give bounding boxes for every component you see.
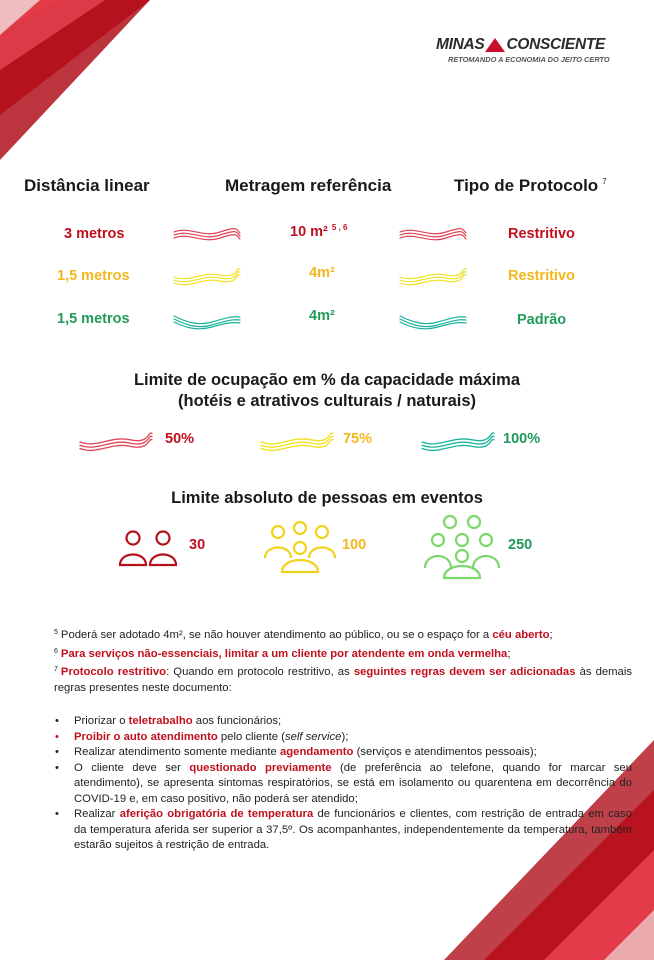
restrictive-rules-list — [54, 714, 632, 854]
list-item: • Priorizar o teletrabalho aos funcionários; — [54, 714, 632, 730]
row-1-wave-left-icon — [172, 224, 242, 246]
footnote-7: $^7$ Protocolo restritivo: Quando em protocolo restritivo, as seguintes regras devem ser adicionadas às demais regras presentes neste documento: — [54, 666, 632, 694]
row-2-area: 4m² — [309, 265, 335, 281]
logo-tagline: RETOMANDO A ECONOMIA DO JEITO CERTO — [448, 55, 610, 64]
header-area: Metragem referência — [225, 176, 392, 195]
list-item: • Realizar aferição obrigatória de temperatura de funcionários e clientes, com restrição de entrada em caso da temperatura aferida ser superior a 37,5º. Os acompanhantes, independentemente da temperatura, também estarão sujeitos à restrição de entrada. — [54, 807, 632, 854]
occupancy-wave-red-icon — [74, 430, 158, 454]
row-2-wave-right-icon — [398, 266, 468, 288]
row-1-protocol: Restritivo — [508, 226, 575, 242]
header-protocol-note: 7 — [602, 177, 607, 186]
events-title: Limite absoluto de pessoas em eventos — [171, 489, 483, 507]
row-3-area: 4m² — [309, 308, 335, 324]
events-value-yellow: 100 — [342, 537, 367, 553]
list-item: • Proibir o auto atendimento pelo cliente (self service); — [54, 730, 632, 746]
row-1-area-note: 5 , 6 — [331, 223, 348, 232]
corner-decoration-top-left — [0, 0, 150, 160]
row-3-protocol: Padrão — [517, 312, 567, 328]
row-2-wave-left-icon — [172, 266, 242, 288]
header-distance: Distância linear — [24, 176, 150, 195]
occupancy-value-green: 100% — [503, 431, 541, 447]
logo-left-text: MINAS — [436, 36, 485, 53]
occupancy-wave-yellow-icon — [255, 430, 339, 454]
occupancy-title: Limite de ocupação em % da capacidade máxima (hotéis e atrativos culturais / naturais) — [133, 371, 521, 410]
events-value-red: 30 — [189, 537, 206, 553]
row-3-distance: 1,5 metros — [57, 311, 130, 327]
row-1-area: 10 m² $^{5 , 6}$ — [290, 223, 348, 240]
two-people-icon — [116, 527, 182, 567]
minas-consciente-logo — [436, 36, 626, 64]
occupancy-wave-teal-icon — [416, 430, 500, 454]
crowd-people-icon — [422, 512, 502, 580]
logo-triangle-icon — [485, 38, 505, 52]
footnote-5: $^5$ Poderá ser adotado 4m², se não houver atendimento ao público, ou se o espaço for a céu aberto; — [54, 629, 553, 641]
logo-right-text: CONSCIENTE — [506, 36, 606, 53]
group-people-icon — [260, 518, 340, 574]
list-item: • O cliente deve ser questionado previamente (de preferência ao telefone, quando for marcar seu atendimento), se apresenta sintomas respiratórios, se está em isolamento ou quarentena em decorrência do COVID-19 e, em caso positivo, não poderá ser atendido; — [54, 761, 632, 808]
occupancy-value-yellow: 75% — [343, 431, 373, 447]
row-2-distance: 1,5 metros — [57, 268, 130, 284]
events-value-green: 250 — [508, 537, 533, 553]
row-1-distance: 3 metros — [64, 226, 125, 242]
footnotes — [54, 625, 632, 854]
row-1-wave-right-icon — [398, 224, 468, 246]
header-protocol: Tipo de Protocolo $^7$ — [454, 176, 607, 195]
row-3-wave-right-icon — [398, 310, 468, 332]
row-2-protocol: Restritivo — [508, 268, 575, 284]
row-3-wave-left-icon — [172, 310, 242, 332]
occupancy-value-red: 50% — [165, 431, 195, 447]
list-item: • Realizar atendimento somente mediante agendamento (serviços e atendimentos pessoais); — [54, 745, 632, 761]
footnote-6: $^6$ Para serviços não-essenciais, limitar a um cliente por atendente em onda vermelha; — [54, 647, 511, 660]
